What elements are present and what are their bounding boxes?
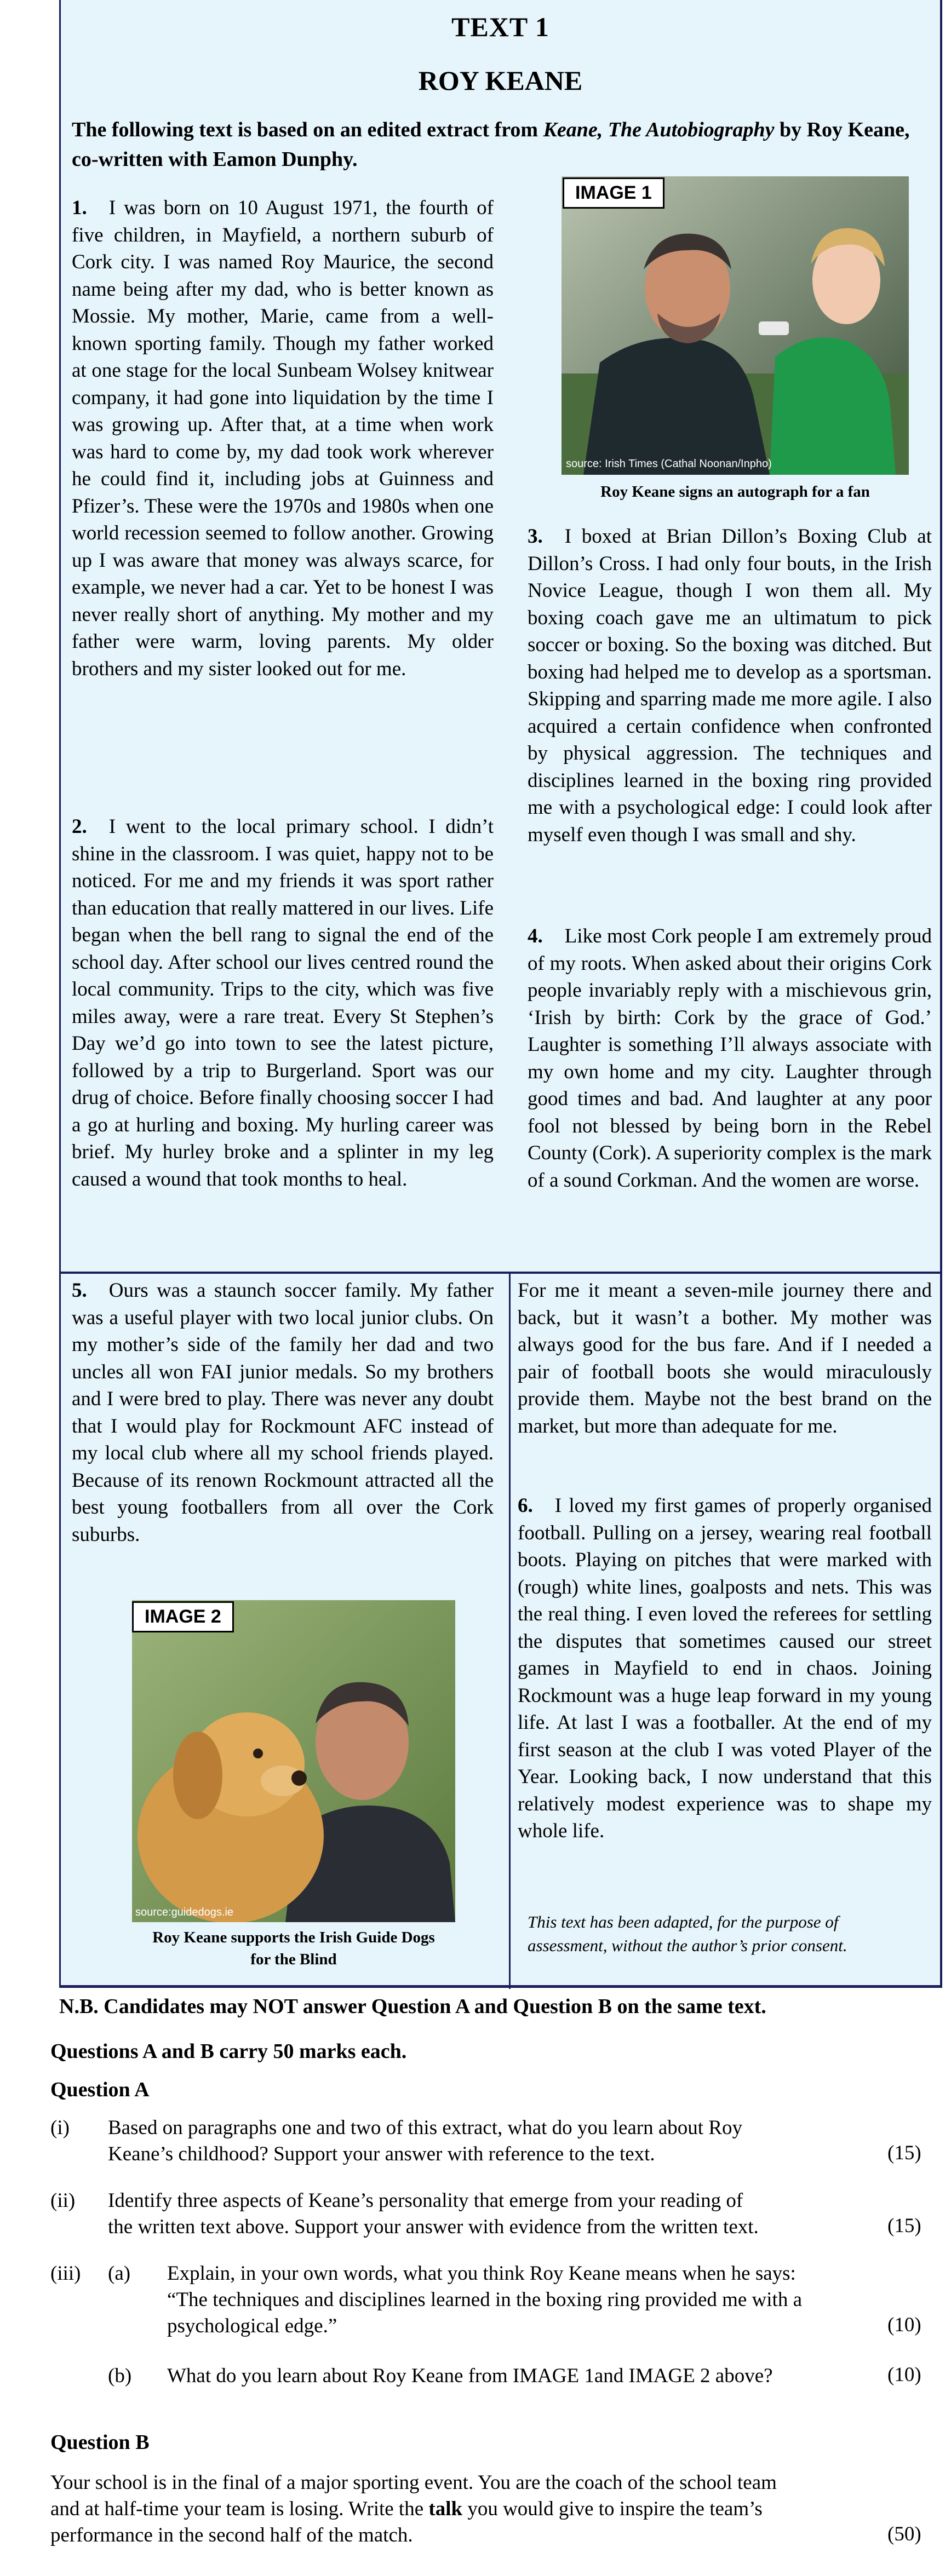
nb-instruction: N.B. Candidates may NOT answer Question A and Question B on the same text. bbox=[59, 1995, 766, 2018]
question-iii-a-number: (a) bbox=[108, 2262, 131, 2285]
intro-text: The following text is based on an edited extract from Keane, The Autobiography by Roy Keane, co-written with Eamon Dunphy. bbox=[72, 118, 910, 171]
question-iii-number: (iii) bbox=[50, 2262, 81, 2285]
question-ii-number: (ii) bbox=[50, 2189, 76, 2212]
book-title: Keane, The Autobiography bbox=[543, 118, 775, 141]
question-iii-a-marks: (10) bbox=[887, 2314, 921, 2336]
marks-instruction: Questions A and B carry 50 marks each. bbox=[50, 2040, 407, 2063]
image-1-label: IMAGE 1 bbox=[563, 177, 664, 209]
question-i-marks: (15) bbox=[887, 2142, 921, 2164]
question-a-title: Question A bbox=[50, 2078, 150, 2101]
paragraph-2: 2. I went to the local primary school. I didn’t shine in the classroom. I was quiet, happy not to be noticed. For me and my friends it was sport rather than education that really mattered in our lives. Life began when the bell rang to signal the end of the school day. After school our lives centred round the local community. Trips to the city, which was five miles away, were a rare treat. Every St Stephen’s Day we’d go into town to see the latest picture, followed by a trip to Burgerland. Sport was our drug of choice. Before finally choosing soccer I had a go at hurling and boxing. My hurling career was brief. My hurley broke and a splinter in my leg caused a wound that took months to heal. bbox=[72, 815, 494, 1191]
paragraph-5: 5. Ours was a staunch soccer family. My father was a useful player with two local junior clubs. On my mother’s side of the family her dad and two uncles all won FAI junior medals. So my brothers and I were bred to play. There was never any doubt that I would play for Rockmount AFC instead of my local club where all my school friends played. Because of its renown Rockmount attracted all the best young footballers from all over the Cork suburbs. bbox=[72, 1279, 494, 1546]
section-divider bbox=[61, 1272, 940, 1274]
image-1-photo bbox=[562, 176, 909, 475]
image-2-source: source:guidedogs.ie bbox=[135, 1906, 234, 1918]
question-b-title: Question B bbox=[50, 2431, 150, 2454]
image-2-label: IMAGE 2 bbox=[132, 1601, 234, 1632]
question-iii-a-text: Explain, in your own words, what you think Roy Keane means when he says: “The techniques and disciplines learned in the boxing ring provided me with a psychological edge.” bbox=[167, 2262, 803, 2337]
guide-dog-photo-illustration bbox=[132, 1600, 455, 1922]
text-panel bbox=[59, 0, 942, 1988]
image-1-caption: Roy Keane signs an autograph for a fan bbox=[600, 483, 870, 501]
question-i-text: Based on paragraphs one and two of this extract, what do you learn about Roy Keane’s childhood? Support your answer with reference to the text. bbox=[108, 2117, 743, 2165]
paragraph-5-continued: For me it meant a seven-mile journey there and back, but it wasn’t a bother. My mother was always good for the bus fare. And if I needed a pair of football boots she would miraculously provide them. Maybe not the best brand on the market, but more than adequate for me. bbox=[518, 1279, 932, 1438]
autograph-photo-illustration bbox=[562, 176, 909, 475]
question-ii-text: Identify three aspects of Keane’s personality that emerge from your reading of the written text above. Support your answer with evidence from the written text. bbox=[108, 2189, 759, 2238]
paragraph-3: 3. I boxed at Brian Dillon’s Boxing Club at Dillon’s Cross. I had only four bouts, in the Irish Novice League, though I won them all. My boxing coach gave me an ultimatum to pick soccer or boxing. So the boxing was ditched. But boxing had helped me to develop as a sportsman. Skipping and sparring made me more agile. I also acquired a certain confidence when confronted by physical aggression. The techniques and disciplines learned in the boxing ring provided me with a psychological edge: I could look after myself even though I was small and shy. bbox=[528, 525, 932, 846]
paragraph-6: 6. I loved my first games of properly organised football. Pulling on a jersey, wearing real football boots. Playing on pitches that were marked with (rough) white lines, goalposts and nets. This was the real thing. I even loved the referees for settling the disputes that sometimes caused our street games in Mayfield to end in chaos. Joining Rockmount was a huge leap forward in my young life. At last I was a footballer. At the end of my first season at the club I was voted Player of the Year. Looking back, I now understand that this relatively modest experience was to shape my whole life. bbox=[518, 1494, 932, 1842]
image-2-caption: Roy Keane supports the Irish Guide Dogs for the Blind bbox=[152, 1929, 435, 1968]
question-i-number: (i) bbox=[50, 2117, 70, 2139]
question-b-text: Your school is in the final of a major sporting event. You are the coach of the school team and at half-time your team is losing. Write the talk you would give to inspire the team’s performance in the second half of the match. bbox=[50, 2471, 777, 2546]
question-b-marks: (50) bbox=[887, 2523, 921, 2545]
image-1-source: source: Irish Times (Cathal Noonan/Inpho) bbox=[566, 458, 772, 470]
column-divider bbox=[509, 1272, 511, 1989]
page-title: ROY KEANE bbox=[418, 65, 583, 96]
question-ii-marks: (15) bbox=[887, 2215, 921, 2237]
paragraph-1: 1. I was born on 10 August 1971, the fourth of five children, in Mayfield, a northern suburb of Cork city. I was named Roy Maurice, the second name being after my dad, who is better known as Mossie. My mother, Marie, came from a well-known sporting family. Though my father worked at one stage for the local Sunbeam Wolsey knitwear company, it had gone into liquidation by the time I was growing up. After that, at a time when work was hard to come by, my dad took work wherever he could find it, including jobs at Guinness and Pfizer’s. These were the 1970s and 1980s when one world recession seemed to follow another. Growing up I was aware that money was always scarce, for example, we never had a car. Yet to be honest I was never really short of anything. My mother and my father were warm, loving parents. My older brothers and my sister looked out for me. bbox=[72, 197, 494, 680]
text-number: TEXT 1 bbox=[451, 12, 549, 42]
question-iii-b-text: What do you learn about Roy Keane from IMAGE 1and IMAGE 2 above? bbox=[167, 2365, 773, 2387]
paragraph-4: 4. Like most Cork people I am extremely proud of my roots. When asked about their origins Cork people invariably reply with a mischievous grin, ‘Irish by birth: Cork by the grace of God.’ Laughter is something I’ll always associate with my own home and my city. Laughter through good times and bad. And laughter at any poor fool not blessed by being born in the Rebel County (Cork). A superiority complex is the mark of a sound Corkman. And the women are worse. bbox=[528, 925, 932, 1192]
question-iii-b-number: (b) bbox=[108, 2365, 132, 2387]
adaptation-note: This text has been adapted, for the purpose of assessment, without the author’s prior consent. bbox=[528, 1912, 847, 1955]
image-2-photo bbox=[132, 1600, 455, 1922]
question-iii-b-marks: (10) bbox=[887, 2364, 921, 2386]
